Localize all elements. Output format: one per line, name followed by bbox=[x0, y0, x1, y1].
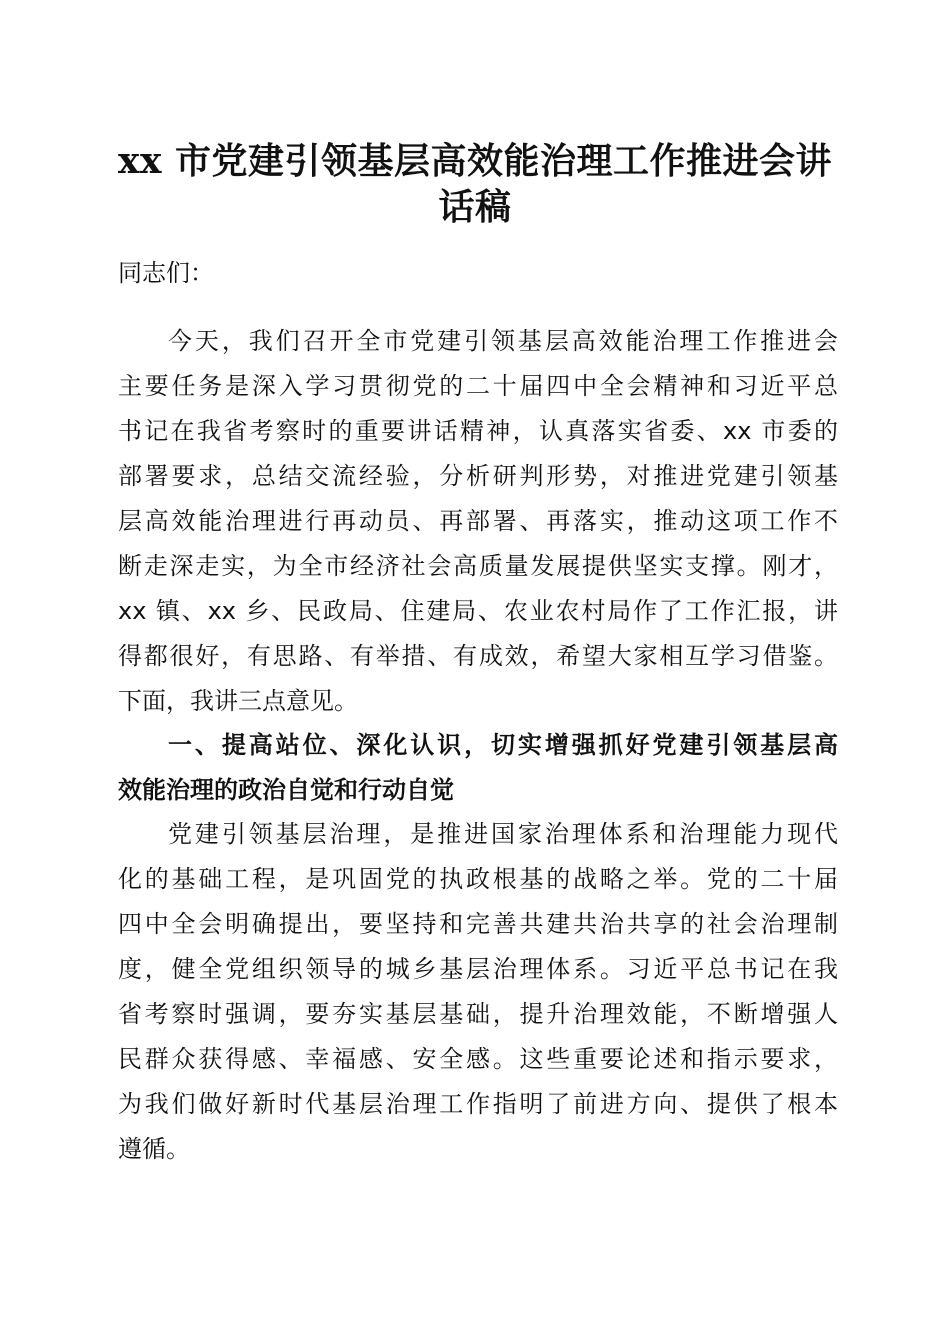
text-line: 四中全会明确提出，要坚持和完善共建共治共享的社会治理制 bbox=[118, 910, 838, 938]
text-line: 度，健全党组织领导的城乡基层治理体系。习近平总书记在我 bbox=[118, 955, 838, 983]
text-line: 为我们做好新时代基层治理工作指明了前进方向、提供了根本 bbox=[118, 1090, 838, 1118]
paragraph-section-1 bbox=[118, 812, 838, 1172]
text-line: 主要任务是深入学习贯彻党的二十届四中全会精神和习近平总 bbox=[118, 372, 838, 400]
text-line: 民群众获得感、幸福感、安全感。这些重要论述和指示要求， bbox=[118, 1045, 838, 1073]
text-line: 断走深走实，为全市经济社会高质量发展提供坚实支撑。刚才， bbox=[118, 552, 838, 580]
heading-line: 效能治理的政治自觉和行动自觉 bbox=[118, 776, 454, 804]
text-line: 今天，我们召开全市党建引领基层高效能治理工作推进会 bbox=[168, 327, 838, 355]
title-line: xx 市党建引领基层高效能治理工作推进会讲 bbox=[118, 140, 832, 182]
heading-line: 一、提高站位、深化认识，切实增强抓好党建引领基层高 bbox=[168, 731, 838, 759]
document-title bbox=[100, 138, 850, 230]
text-line: 化的基础工程，是巩固党的执政根基的战略之举。党的二十届 bbox=[118, 865, 838, 893]
text-line: 省考察时强调，要夯实基层基础，提升治理效能，不断增强人 bbox=[118, 1000, 838, 1028]
title-line: 话稿 bbox=[438, 186, 512, 228]
text-line: 遵循。 bbox=[118, 1135, 190, 1163]
text-line: 书记在我省考察时的重要讲话精神，认真落实省委、xx 市委的 bbox=[118, 417, 838, 445]
text-line: 下面，我讲三点意见。 bbox=[118, 687, 358, 715]
text-line: 得都很好，有思路、有举措、有成效，希望大家相互学习借鉴。 bbox=[118, 642, 838, 670]
salutation-text: 同志们： bbox=[118, 259, 214, 287]
text-line: xx 镇、xx 乡、民政局、住建局、农业农村局作了工作汇报，讲 bbox=[118, 597, 838, 625]
salutation bbox=[118, 251, 838, 296]
text-line: 部署要求，总结交流经验，分析研判形势，对推进党建引领基 bbox=[118, 462, 838, 490]
text-line: 层高效能治理进行再动员、再部署、再落实，推动这项工作不 bbox=[118, 507, 838, 535]
text-line: 党建引领基层治理，是推进国家治理体系和治理能力现代 bbox=[168, 820, 838, 848]
section-heading-1 bbox=[118, 723, 838, 813]
paragraph-opening bbox=[118, 319, 838, 724]
